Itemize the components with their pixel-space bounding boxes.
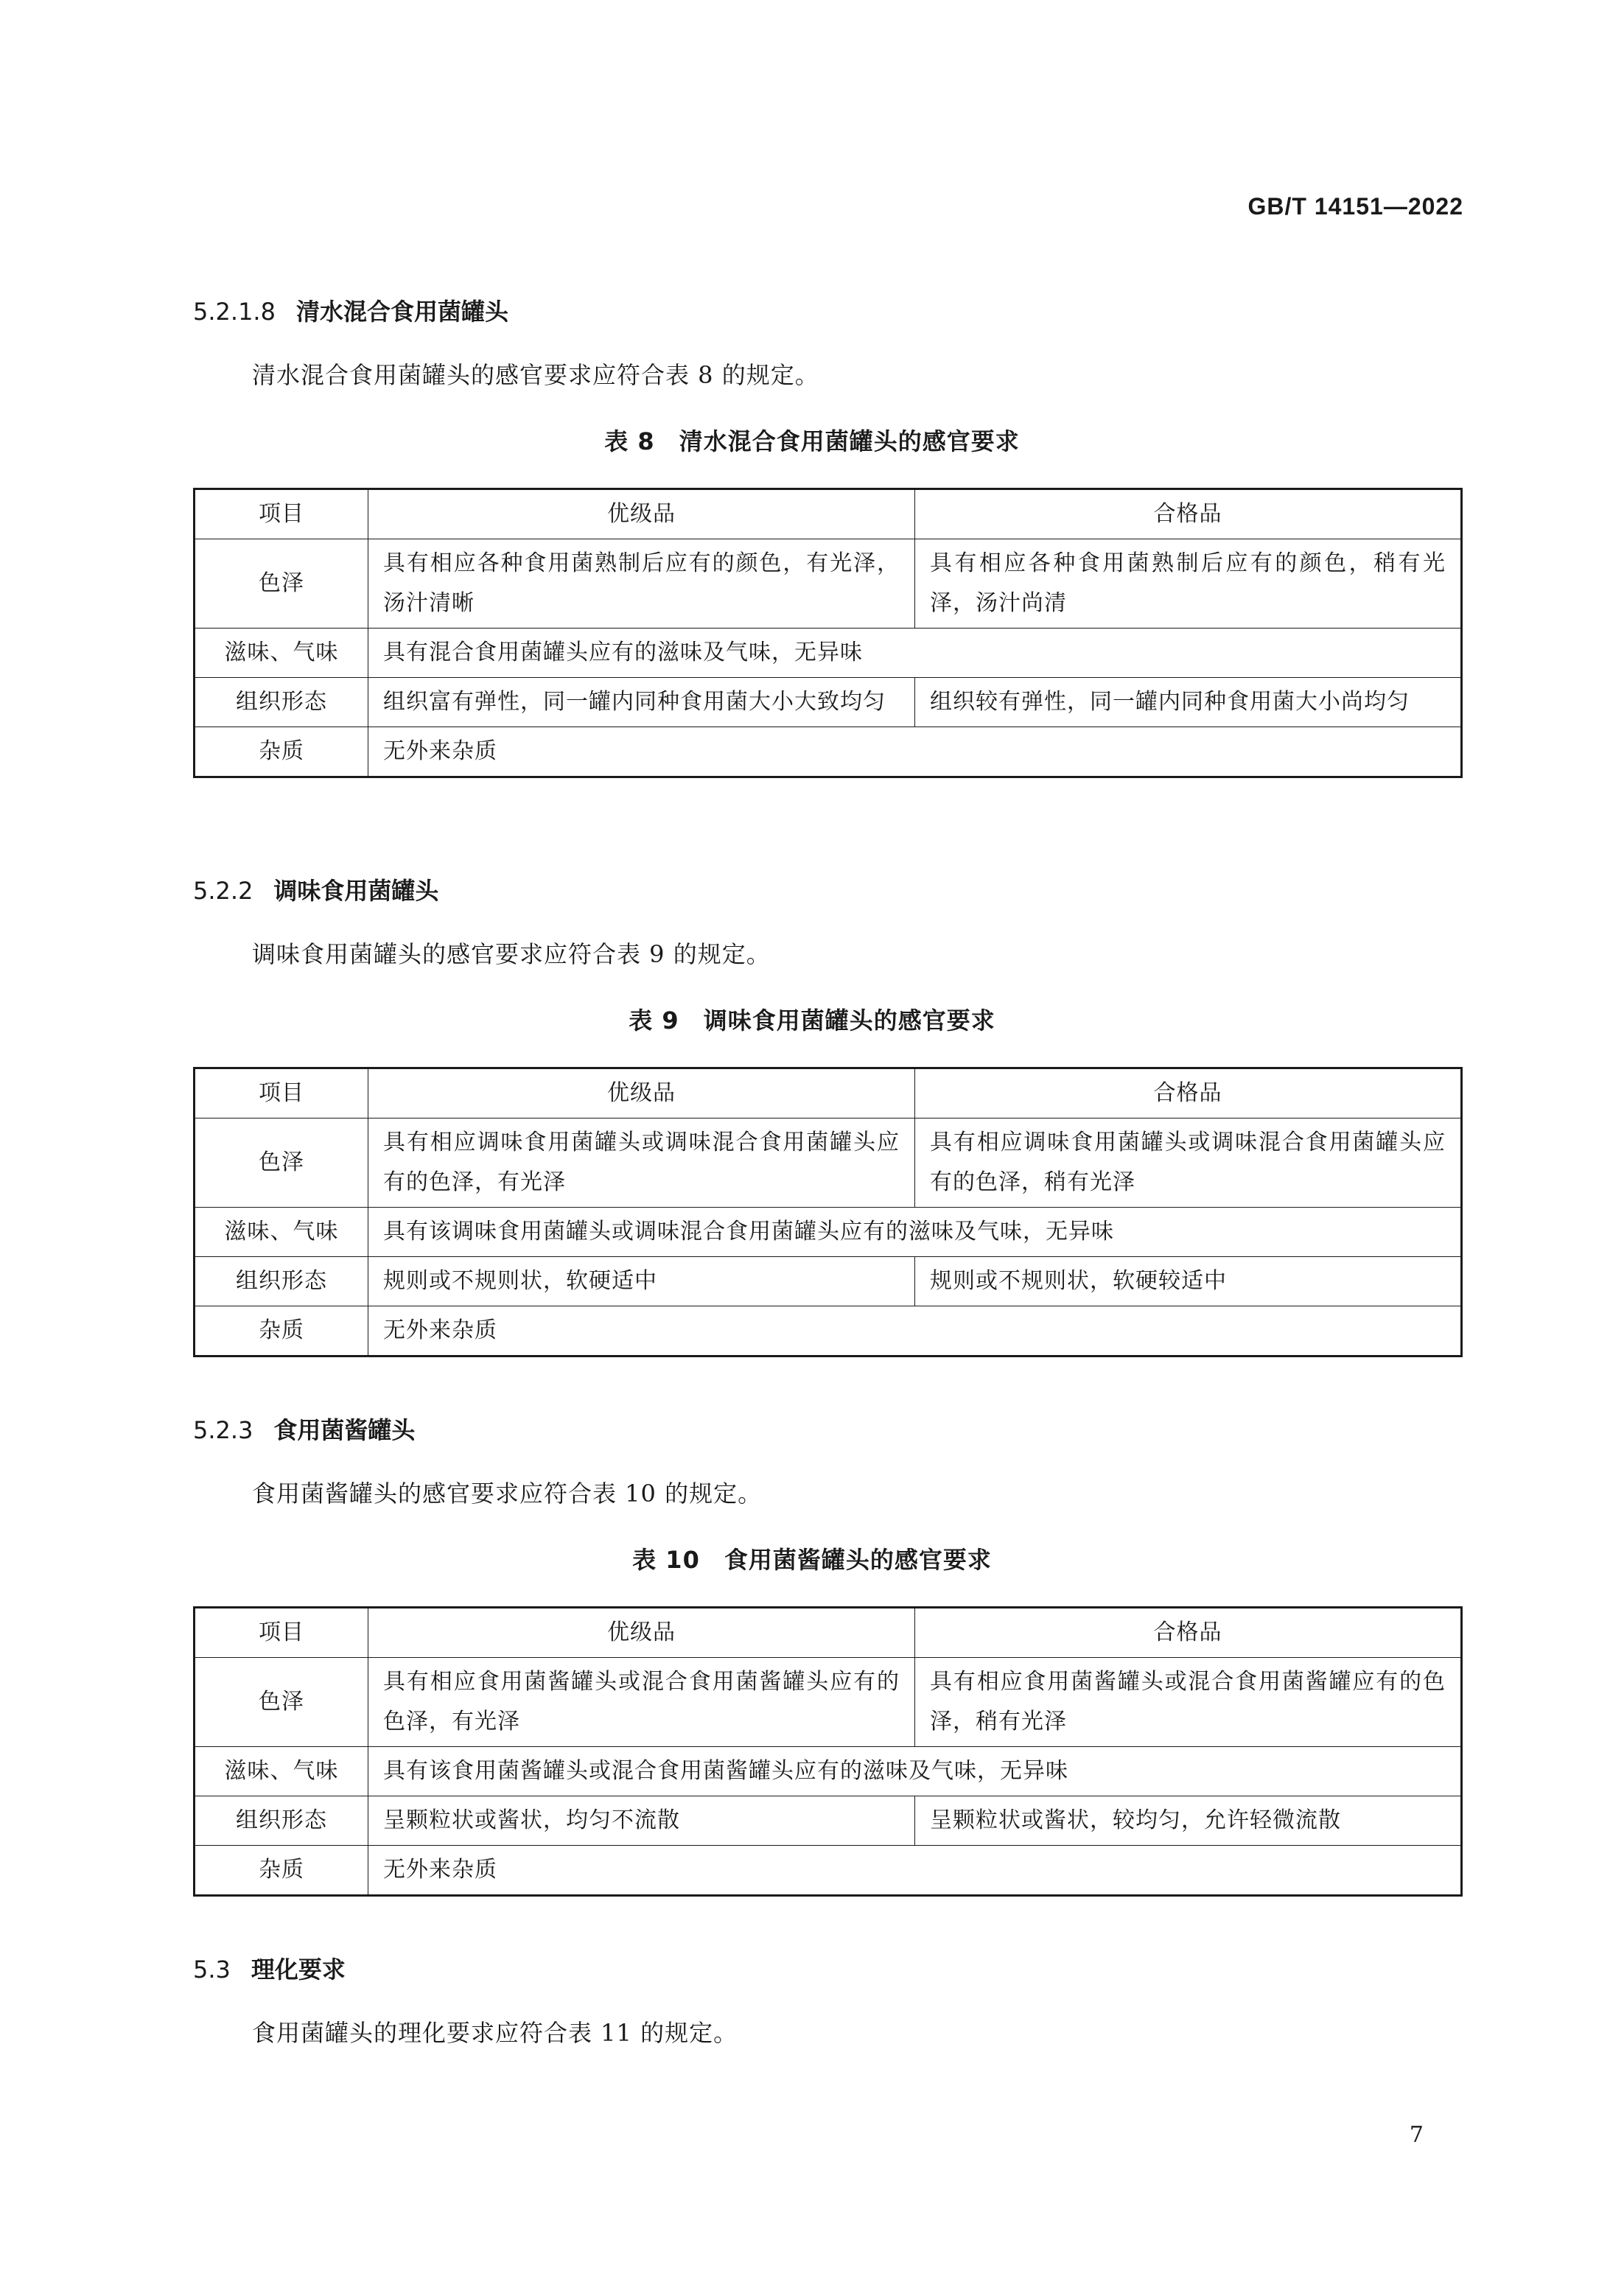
section-title: 食用菌酱罐头 (273, 1416, 416, 1444)
row-label: 色泽 (195, 539, 368, 629)
standard-code: GB/T 14151—2022 (1247, 193, 1463, 220)
merged-cell: 无外来杂质 (368, 1306, 1462, 1356)
section-number: 5.2.1.8 (193, 298, 276, 326)
row-label: 滋味、气味 (195, 629, 368, 678)
premium-cell: 组织富有弹性，同一罐内同种食用菌大小大致均匀 (368, 678, 915, 727)
section-number: 5.2.3 (193, 1416, 253, 1444)
table-caption: 表 8 清水混合食用菌罐头的感官要求 (604, 427, 1020, 455)
header-qualified: 合格品 (915, 1068, 1462, 1119)
row-label: 色泽 (195, 1119, 368, 1208)
row-label: 组织形态 (195, 678, 368, 727)
table-row (195, 1846, 1462, 1896)
table-row (195, 629, 1462, 678)
header-premium: 优级品 (368, 489, 915, 539)
table-header-row (195, 1608, 1462, 1658)
sensory-table-10 (193, 1606, 1463, 1897)
table-row (195, 678, 1462, 727)
header-item: 项目 (195, 1068, 368, 1119)
section-intro: 食用菌罐头的理化要求应符合表 11 的规定。 (252, 2019, 738, 2047)
merged-cell: 具有该调味食用菌罐头或调味混合食用菌罐头应有的滋味及气味，无异味 (368, 1208, 1462, 1257)
table-row (195, 1658, 1462, 1747)
section-title: 调味食用菌罐头 (273, 877, 439, 905)
premium-cell: 规则或不规则状，软硬适中 (368, 1257, 915, 1306)
qualified-cell: 具有相应调味食用菌罐头或调味混合食用菌罐头应有的色泽，稍有光泽 (915, 1119, 1462, 1208)
header-qualified: 合格品 (915, 489, 1462, 539)
section-title: 理化要求 (251, 1956, 346, 1984)
table-row (195, 1208, 1462, 1257)
table-caption: 表 9 调味食用菌罐头的感官要求 (629, 1007, 995, 1035)
section-heading-5-2-1-8 (193, 293, 508, 327)
header-premium: 优级品 (368, 1068, 915, 1119)
premium-cell: 具有相应食用菌酱罐头或混合食用菌酱罐头应有的色泽，有光泽 (368, 1658, 915, 1747)
page-number: 7 (1409, 2122, 1424, 2148)
section-heading-5-3 (193, 1951, 346, 1985)
section-heading-5-2-2 (193, 872, 438, 906)
row-label: 滋味、气味 (195, 1747, 368, 1796)
table-row (195, 1796, 1462, 1846)
table-header-row (195, 489, 1462, 539)
qualified-cell: 具有相应食用菌酱罐头或混合食用菌酱罐应有的色泽，稍有光泽 (915, 1658, 1462, 1747)
row-label: 滋味、气味 (195, 1208, 368, 1257)
premium-cell: 具有相应调味食用菌罐头或调味混合食用菌罐头应有的色泽，有光泽 (368, 1119, 915, 1208)
row-label: 杂质 (195, 727, 368, 777)
table-row (195, 1257, 1462, 1306)
row-label: 杂质 (195, 1846, 368, 1896)
section-number: 5.2.2 (193, 877, 253, 905)
qualified-cell: 规则或不规则状，软硬较适中 (915, 1257, 1462, 1306)
merged-cell: 具有该食用菌酱罐头或混合食用菌酱罐头应有的滋味及气味，无异味 (368, 1747, 1462, 1796)
qualified-cell: 呈颗粒状或酱状，较均匀，允许轻微流散 (915, 1796, 1462, 1846)
section-intro: 调味食用菌罐头的感官要求应符合表 9 的规定。 (252, 940, 771, 968)
merged-cell: 具有混合食用菌罐头应有的滋味及气味，无异味 (368, 629, 1462, 678)
premium-cell: 呈颗粒状或酱状，均匀不流散 (368, 1796, 915, 1846)
sensory-table-9 (193, 1067, 1463, 1357)
header-item: 项目 (195, 489, 368, 539)
table-row (195, 1306, 1462, 1356)
row-label: 组织形态 (195, 1796, 368, 1846)
row-label: 杂质 (195, 1306, 368, 1356)
table-row (195, 1747, 1462, 1796)
section-number: 5.3 (193, 1956, 231, 1984)
section-heading-5-2-3 (193, 1412, 415, 1446)
row-label: 组织形态 (195, 1257, 368, 1306)
row-label: 色泽 (195, 1658, 368, 1747)
section-title: 清水混合食用菌罐头 (295, 298, 508, 326)
header-qualified: 合格品 (915, 1608, 1462, 1658)
table-row (195, 727, 1462, 777)
premium-cell: 具有相应各种食用菌熟制后应有的颜色，有光泽，汤汁清晰 (368, 539, 915, 629)
merged-cell: 无外来杂质 (368, 1846, 1462, 1896)
qualified-cell: 具有相应各种食用菌熟制后应有的颜色，稍有光泽，汤汁尚清 (915, 539, 1462, 629)
qualified-cell: 组织较有弹性，同一罐内同种食用菌大小尚均匀 (915, 678, 1462, 727)
table-row (195, 1119, 1462, 1208)
section-intro: 清水混合食用菌罐头的感官要求应符合表 8 的规定。 (252, 361, 819, 389)
merged-cell: 无外来杂质 (368, 727, 1462, 777)
table-header-row (195, 1068, 1462, 1119)
section-intro: 食用菌酱罐头的感官要求应符合表 10 的规定。 (252, 1480, 763, 1508)
header-premium: 优级品 (368, 1608, 915, 1658)
header-item: 项目 (195, 1608, 368, 1658)
table-row (195, 539, 1462, 629)
table-caption: 表 10 食用菌酱罐头的感官要求 (632, 1546, 992, 1574)
sensory-table-8 (193, 488, 1463, 778)
